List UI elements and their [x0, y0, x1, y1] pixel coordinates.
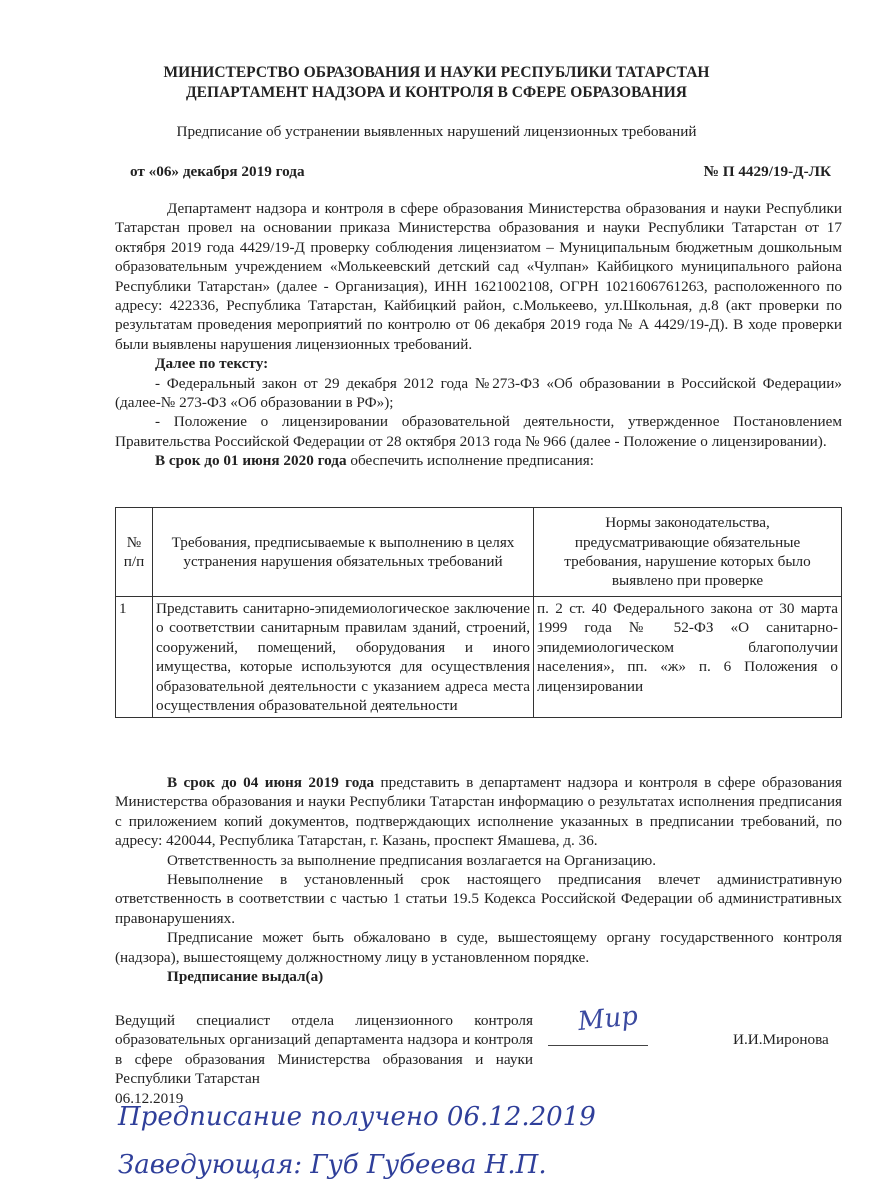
- document-number: № П 4429/19-Д-ЛК: [703, 163, 831, 180]
- law-item-2: - Положение о лицензировании образовательной деятельности, утвержденное Постановлением Правительства Российской Федерации от 28 октября 2013 года № 966 (далее - Положение о лицензировании).: [115, 413, 842, 450]
- document-header: [0, 63, 873, 103]
- issuer-block: [115, 1011, 533, 1108]
- issuer-position: Ведущий специалист отдела лицензионного контроля образовательных организаций департамента надзора и контроля в сфере образования Министерства образования и науки Республики Татарстан: [115, 1012, 533, 1088]
- noncompliance-paragraph: Невыполнение в установленный срок настоящего предписания влечет административную ответственность в соответствии с частью 1 статьи 19.5 Кодекса Российской Федерации об административных правонарушениях.: [115, 871, 842, 927]
- document-date: от «06» декабря 2019 года: [130, 163, 305, 180]
- table-header-row: [116, 508, 842, 597]
- handwritten-received-note: Предписание получено 06.12.2019: [118, 1102, 596, 1132]
- law-item-1: - Федеральный закон от 29 декабря 2012 года №273-ФЗ «Об образовании в Российской Федерации» (далее-№ 273-ФЗ «Об образовании в РФ»);: [115, 374, 842, 412]
- col-header-norm: Нормы законодательства, предусматривающие обязательные требования, нарушение которых было выявлено при проверке: [534, 508, 842, 597]
- requirements-table: [115, 507, 842, 718]
- handwritten-head-signature: Заведующая: Губ Губеева Н.П.: [118, 1150, 547, 1180]
- closing-section: [115, 773, 842, 986]
- document-body: [115, 199, 842, 471]
- intro-paragraph: Департамент надзора и контроля в сфере образования Министерства образования и науки Республики Татарстан провел на основании приказа Министерства образования и науки Республики Татарстан от 17 октября 2019 года 4429/19-Д проверку соблюдения лицензиатом – Муниципальным бюджетным дошкольным образовательным учреждением «Молькеевский детский сад «Чулпан» Кайбицкого муниципального района Республики Татарстан» (далее - Организация), ИНН 1621002108, ОГРН 1021606761263, расположенного по адресу: 422336, Республика Татарстан, Кайбицкий район, с.Молькеево, ул.Школьная, д.8 (акт проверки по результатам проведения мероприятий по контролю от 06 декабря 2019 года № А 4429/19-Д). В ходе проверки были выявлены нарушения лицензионных требований.: [115, 200, 842, 353]
- issued-label: Предписание выдал(а): [167, 968, 324, 986]
- col-header-requirement: Требования, предписываемые к выполнению в целях устранения нарушения обязательных требований: [153, 508, 534, 597]
- document-subtitle: Предписание об устранении выявленных нарушений лицензионных требований: [176, 123, 697, 140]
- deadline-paragraph: [115, 451, 842, 470]
- deadline-text: обеспечить исполнение предписания:: [346, 452, 594, 470]
- deadline-date: В срок до 01 июня 2020 года: [155, 452, 347, 470]
- responsibility-paragraph: Ответственность за выполнение предписания возлагается на Организацию.: [167, 851, 657, 869]
- signature-line: [548, 1045, 648, 1046]
- further-label: Далее по тексту:: [155, 355, 269, 373]
- cell-number: 1: [116, 597, 153, 718]
- department-title: ДЕПАРТАМЕНТ НАДЗОРА И КОНТРОЛЯ В СФЕРЕ ОБРАЗОВАНИЯ: [186, 84, 687, 101]
- issuer-name: И.И.Миронова: [733, 1031, 829, 1048]
- appeal-paragraph: Предписание может быть обжаловано в суде, вышестоящему органу государственного контроля (надзора), вышестоящему должностному лицу в установленном порядке.: [115, 929, 842, 966]
- ministry-title: МИНИСТЕРСТВО ОБРАЗОВАНИЯ И НАУКИ РЕСПУБЛИКИ ТАТАРСТАН: [163, 64, 710, 81]
- report-text: представить в департамент надзора и контроля в сфере образования Министерства образования и науки Республики Татарстан информацию о результатах исполнения предписания с приложением копий документов, подтверждающих исполнение указанных в предписании требований, по адресу: 420044, Республика Татарстан, г. Казань, проспект Ямашева, д. 36.: [115, 774, 842, 850]
- table-row: [116, 597, 842, 718]
- cell-requirement: Представить санитарно-эпидемиологическое заключение о соответствии санитарным правилам зданий, строений, сооружений, помещений, оборудования и иного имущества, которые используются для осуществления образовательной деятельности с указанием адреса места осуществления образовательной деятельности: [153, 597, 534, 718]
- cell-norm: п. 2 ст. 40 Федерального закона от 30 марта 1999 года № 52-ФЗ «О санитарно-эпидемиологическом благополучии населения», пп. «ж» п. 6 Положения о лицензировании: [534, 597, 842, 718]
- report-deadline: В срок до 04 июня 2019 года: [167, 774, 375, 791]
- report-paragraph: [115, 773, 842, 851]
- issue-date: 06.12.2019: [115, 1089, 184, 1107]
- issuer-signature: Мир: [576, 1000, 640, 1038]
- col-header-number: № п/п: [116, 508, 153, 597]
